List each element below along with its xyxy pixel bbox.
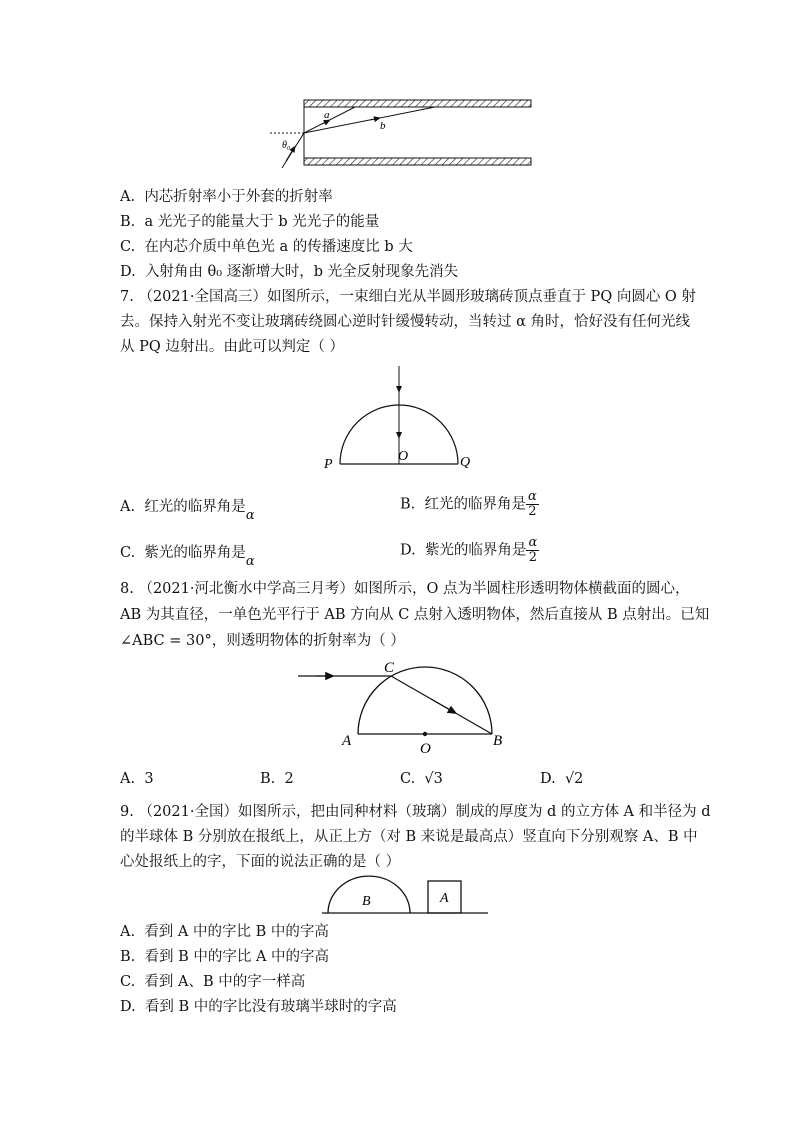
q6-option-d: D. 入射角由 θ₀ 逐渐增大时，b 光全反射现象先消失 <box>120 264 459 280</box>
fiber-figure <box>260 92 540 178</box>
q9-option-c: C. 看到 A、B 中的字一样高 <box>120 974 306 990</box>
q8-option-d: D. √2 <box>540 771 584 787</box>
q7-option-b: B. 红光的临界角是 $\frac{\alpha}{2}$ <box>400 489 537 519</box>
q8-stem-line3: ∠ABC = 30°，则透明物体的折射率为（ ） <box>120 633 405 649</box>
q7-option-d: D. 紫光的临界角是 $\frac{\alpha}{2}$ <box>400 535 538 565</box>
q9-option-a: A. 看到 A 中的字比 B 中的字高 <box>120 924 329 940</box>
label-o: O <box>398 449 409 464</box>
q7-stem-line1: 7. （2021·全国高三）如图所示，一束细白光从半圆形玻璃砖顶点垂直于 PQ 向圆心 O 射 <box>120 289 696 305</box>
q7-stem-line2: 去。保持入射光不变让玻璃砖绕圆心逆时针缓慢转动，当转过 α 角时，恰好没有任何光线 <box>120 314 691 330</box>
label-q: Q <box>460 455 471 470</box>
q6-option-c: C. 在内芯介质中单色光 a 的传播速度比 b 大 <box>120 239 413 255</box>
ray-a <box>304 107 355 133</box>
q9-figure <box>320 872 490 920</box>
q9-stem-line1: 9. （2021·全国）如图所示，把由同种材料（玻璃）制成的厚度为 d 的立方体 A 和半径为 d <box>120 804 711 820</box>
q7-semicircle-figure <box>318 362 488 472</box>
label-b: b <box>380 120 386 132</box>
q8-stem-line2: AB 为其直径，一单色光平行于 AB 方向从 C 点射入透明物体，然后直接从 B 点射出。已知 <box>120 607 710 623</box>
label-a: a <box>324 109 330 121</box>
q7-option-c: C. 紫光的临界角是α <box>120 545 255 569</box>
q8-option-b: B. 2 <box>260 771 294 787</box>
q6-option-a: A. 内芯折射率小于外套的折射率 <box>120 189 333 205</box>
label-a: A <box>342 733 352 749</box>
label-theta: θ₀ <box>282 140 291 151</box>
q8-semicylinder-figure <box>296 655 516 755</box>
semicircle-arc <box>358 667 492 734</box>
label-c: C <box>384 660 395 676</box>
q9-option-d: D. 看到 B 中的字比没有玻璃半球时的字高 <box>120 999 397 1015</box>
cladding-bottom <box>304 158 531 165</box>
q8-option-a: A. 3 <box>120 771 154 787</box>
label-b: B <box>362 894 371 909</box>
label-o: O <box>420 741 431 755</box>
label-a: A <box>440 891 449 906</box>
q8-stem-line1: 8. （2021·河北衡水中学高三月考）如图所示，O 点为半圆柱形透明物体横截面的圆心， <box>120 581 690 597</box>
q6-option-b: B. a 光光子的能量大于 b 光光子的能量 <box>120 214 380 230</box>
q7-option-a: A. 红光的临界角是α <box>120 499 255 523</box>
label-b: B <box>493 733 503 749</box>
label-p: P <box>324 457 333 472</box>
q9-stem-line3: 心处报纸上的字，下面的说法正确的是（ ） <box>120 854 401 870</box>
q8-option-c: C. √3 <box>400 771 443 787</box>
cladding-top <box>304 100 531 107</box>
q9-stem-line2: 的半球体 B 分别放在报纸上，从正上方（对 B 来说是最高点）竖直向下分别观察 A、B 中 <box>120 829 698 845</box>
q9-option-b: B. 看到 B 中的字比 A 中的字高 <box>120 949 330 965</box>
q7-stem-line3: 从 PQ 边射出。由此可以判定（ ） <box>120 339 344 355</box>
center-point <box>423 732 427 736</box>
